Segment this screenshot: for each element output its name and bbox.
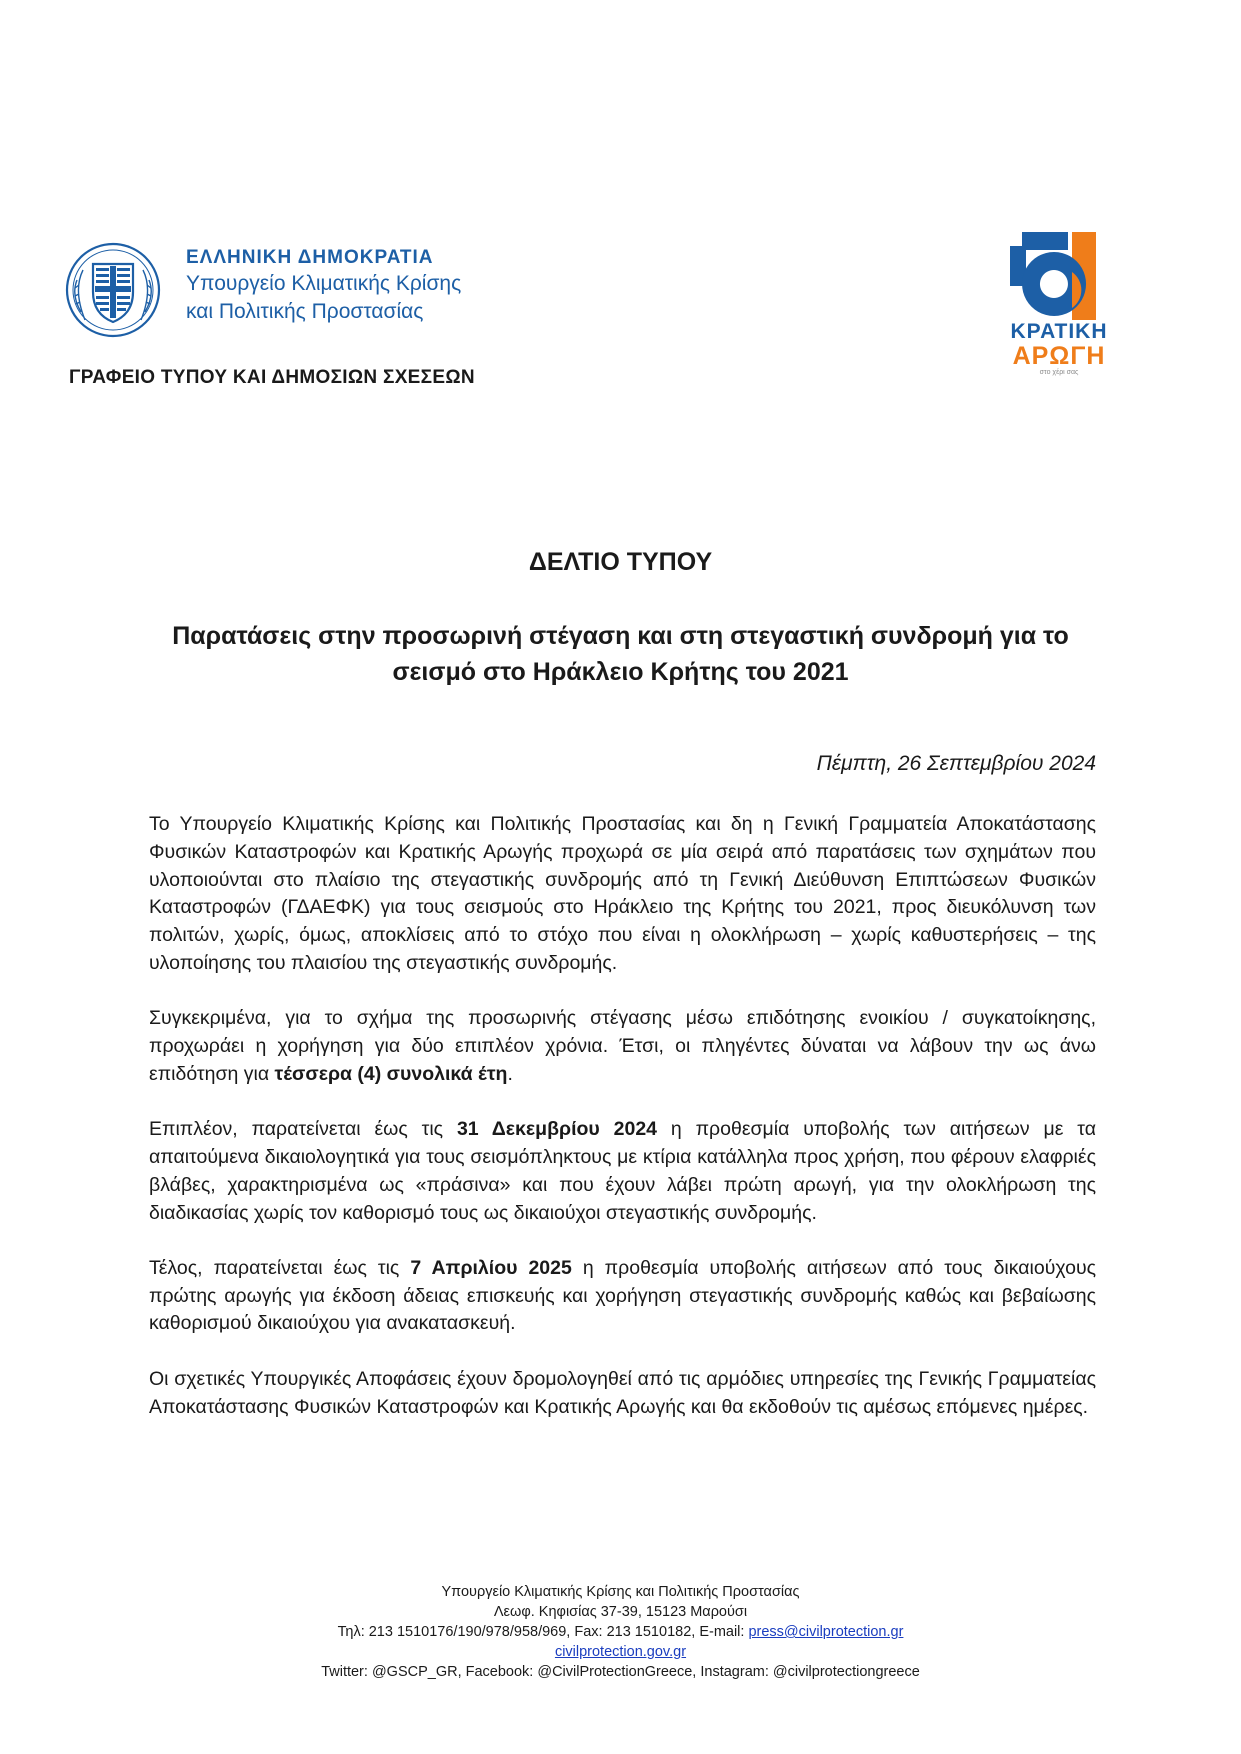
- paragraph-4-end: η προθεσμία υποβολής αιτήσεων από τους δικαιούχους πρώτης αρωγής για έκδοση άδειας επισκευής και χορήγηση στεγαστικής συνδρομής καθώς και βεβαίωσης καθορισμού δικαιούχου για ανακατασκευή.: [149, 1256, 1097, 1335]
- document-body: [149, 811, 1096, 1449]
- footer-contact: [0, 1622, 1241, 1642]
- paragraph-2: [149, 1005, 1096, 1088]
- logo-word-arogi: ΑΡΩΓΗ: [1012, 342, 1106, 370]
- ministry-line-name: Υπουργείο Κλιματικής Κρίσης: [186, 272, 462, 295]
- paragraph-2-end: .: [507, 1062, 513, 1085]
- paragraph-3: [149, 1116, 1096, 1227]
- paragraph-2-text: Συγκεκριμένα, για το σχήμα της προσωρινής στέγασης μέσω επιδότησης ενοικίου / συγκατοίκησης, προχωράει η χορήγηση για δύο επιπλέον χρόνια. Έτσι, οι πληγέντες δύναται να λάβουν την ως άνω επιδότηση για: [149, 1007, 1096, 1085]
- paragraph-1: Το Υπουργείο Κλιματικής Κρίσης και Πολιτικής Προστασίας και δη η Γενική Γραμματεία Αποκατάστασης Φυσικών Καταστροφών και Κρατικής Αρωγής προχωρά σε μία σειρά από παρατάσεις των σχημάτων που υλοποιούνται στο πλαίσιο της στεγαστικής συνδρομής από τη Γενική Διεύθυνση Επιπτώσεων Φυσικών Καταστροφών (ΓΔΑΕΦΚ) για τους σεισμούς στο Ηράκλειο της Κρήτης του 2021, προς διευκόλυνση των πολιτών, χωρίς, όμως, αποκλίσεις από το στόχο που είναι η ολοκλήρωση – χωρίς καθυστερήσεις – της υλοποίησης του πλαισίου της στεγαστικής συνδρομής.: [149, 813, 1096, 974]
- document-subtitle: Παρατάσεις στην προσωρινή στέγαση και στη στεγαστική συνδρομή για το σεισμό στο Ηράκλειο Κρήτης του 2021: [172, 622, 1069, 686]
- logo-tagline: στο χέρι σας: [1039, 369, 1079, 376]
- paragraph-4: [149, 1255, 1096, 1338]
- footer-ministry: Υπουργείο Κλιματικής Κρίσης και Πολιτικής Προστασίας: [441, 1584, 800, 1600]
- paragraph-2-bold: τέσσερα (4) συνολικά έτη: [274, 1062, 508, 1085]
- document-date: Πέμπτη, 26 Σεπτεμβρίου 2024: [816, 752, 1096, 775]
- ministry-line-republic: ΕΛΛΗΝΙΚΗ ΔΗΜΟΚΡΑΤΙΑ: [186, 247, 434, 268]
- paragraph-3-end: η προθεσμία υποβολής των αιτήσεων με τα απαιτούμενα δικαιολογητικά για τους σεισμόπληκτους με κτίρια κατάλληλα προς χρήση, που φέρουν ελαφριές βλάβες, χαρακτηρισμένα ως «πράσινα» και που έχουν λάβει πρώτη αρωγή, για την ολοκλήρωση της διαδικασίας χωρίς τον καθορισμό τους ως δικαιούχοι στεγαστικής συνδρομής.: [149, 1118, 1096, 1224]
- paragraph-3-bold: 31 Δεκεμβρίου 2024: [456, 1118, 658, 1141]
- email-link[interactable]: press@civilprotection.gr: [748, 1624, 904, 1640]
- paragraph-3-text: Επιπλέον, παρατείνεται έως τις: [149, 1118, 457, 1141]
- ministry-line-name-cont: και Πολιτικής Προστασίας: [186, 300, 424, 323]
- footer-address: Λεωφ. Κηφισίας 37-39, 15123 Μαρούσι: [493, 1604, 748, 1620]
- logo-word-kratiki: ΚΡΑΤΙΚΗ: [1010, 320, 1108, 343]
- ministry-name: [186, 246, 461, 326]
- press-office-heading: ΓΡΑΦΕΙΟ ΤΥΠΟΥ ΚΑΙ ΔΗΜΟΣΙΩΝ ΣΧΕΣΕΩΝ: [69, 367, 475, 388]
- paragraph-4-bold: 7 Απριλίου 2025: [410, 1256, 572, 1279]
- footer: [0, 1582, 1241, 1682]
- paragraph-5: Οι σχετικές Υπουργικές Αποφάσεις έχουν δρομολογηθεί από τις αρμόδιες υπηρεσίες της Γενικής Γραμματείας Αποκατάστασης Φυσικών Καταστροφών και Κρατικής Αρωγής και θα εκδοθούν τις αμέσως επόμενες ημέρες.: [149, 1367, 1096, 1418]
- document-title: ΔΕΛΤΙΟ ΤΥΠΟΥ: [528, 548, 713, 576]
- greek-coat-of-arms-icon: [63, 240, 163, 340]
- paragraph-4-text: Τέλος, παρατείνεται έως τις: [149, 1256, 411, 1279]
- footer-phone-fax: Τηλ: 213 1510176/190/978/958/969, Fax: 213 1510182, E-mail:: [337, 1624, 749, 1640]
- footer-social: Twitter: @GSCP_GR, Facebook: @CivilProtectionGreece, Instagram: @civilprotectiongreece: [321, 1664, 920, 1680]
- website-link[interactable]: civilprotection.gov.gr: [554, 1644, 687, 1660]
